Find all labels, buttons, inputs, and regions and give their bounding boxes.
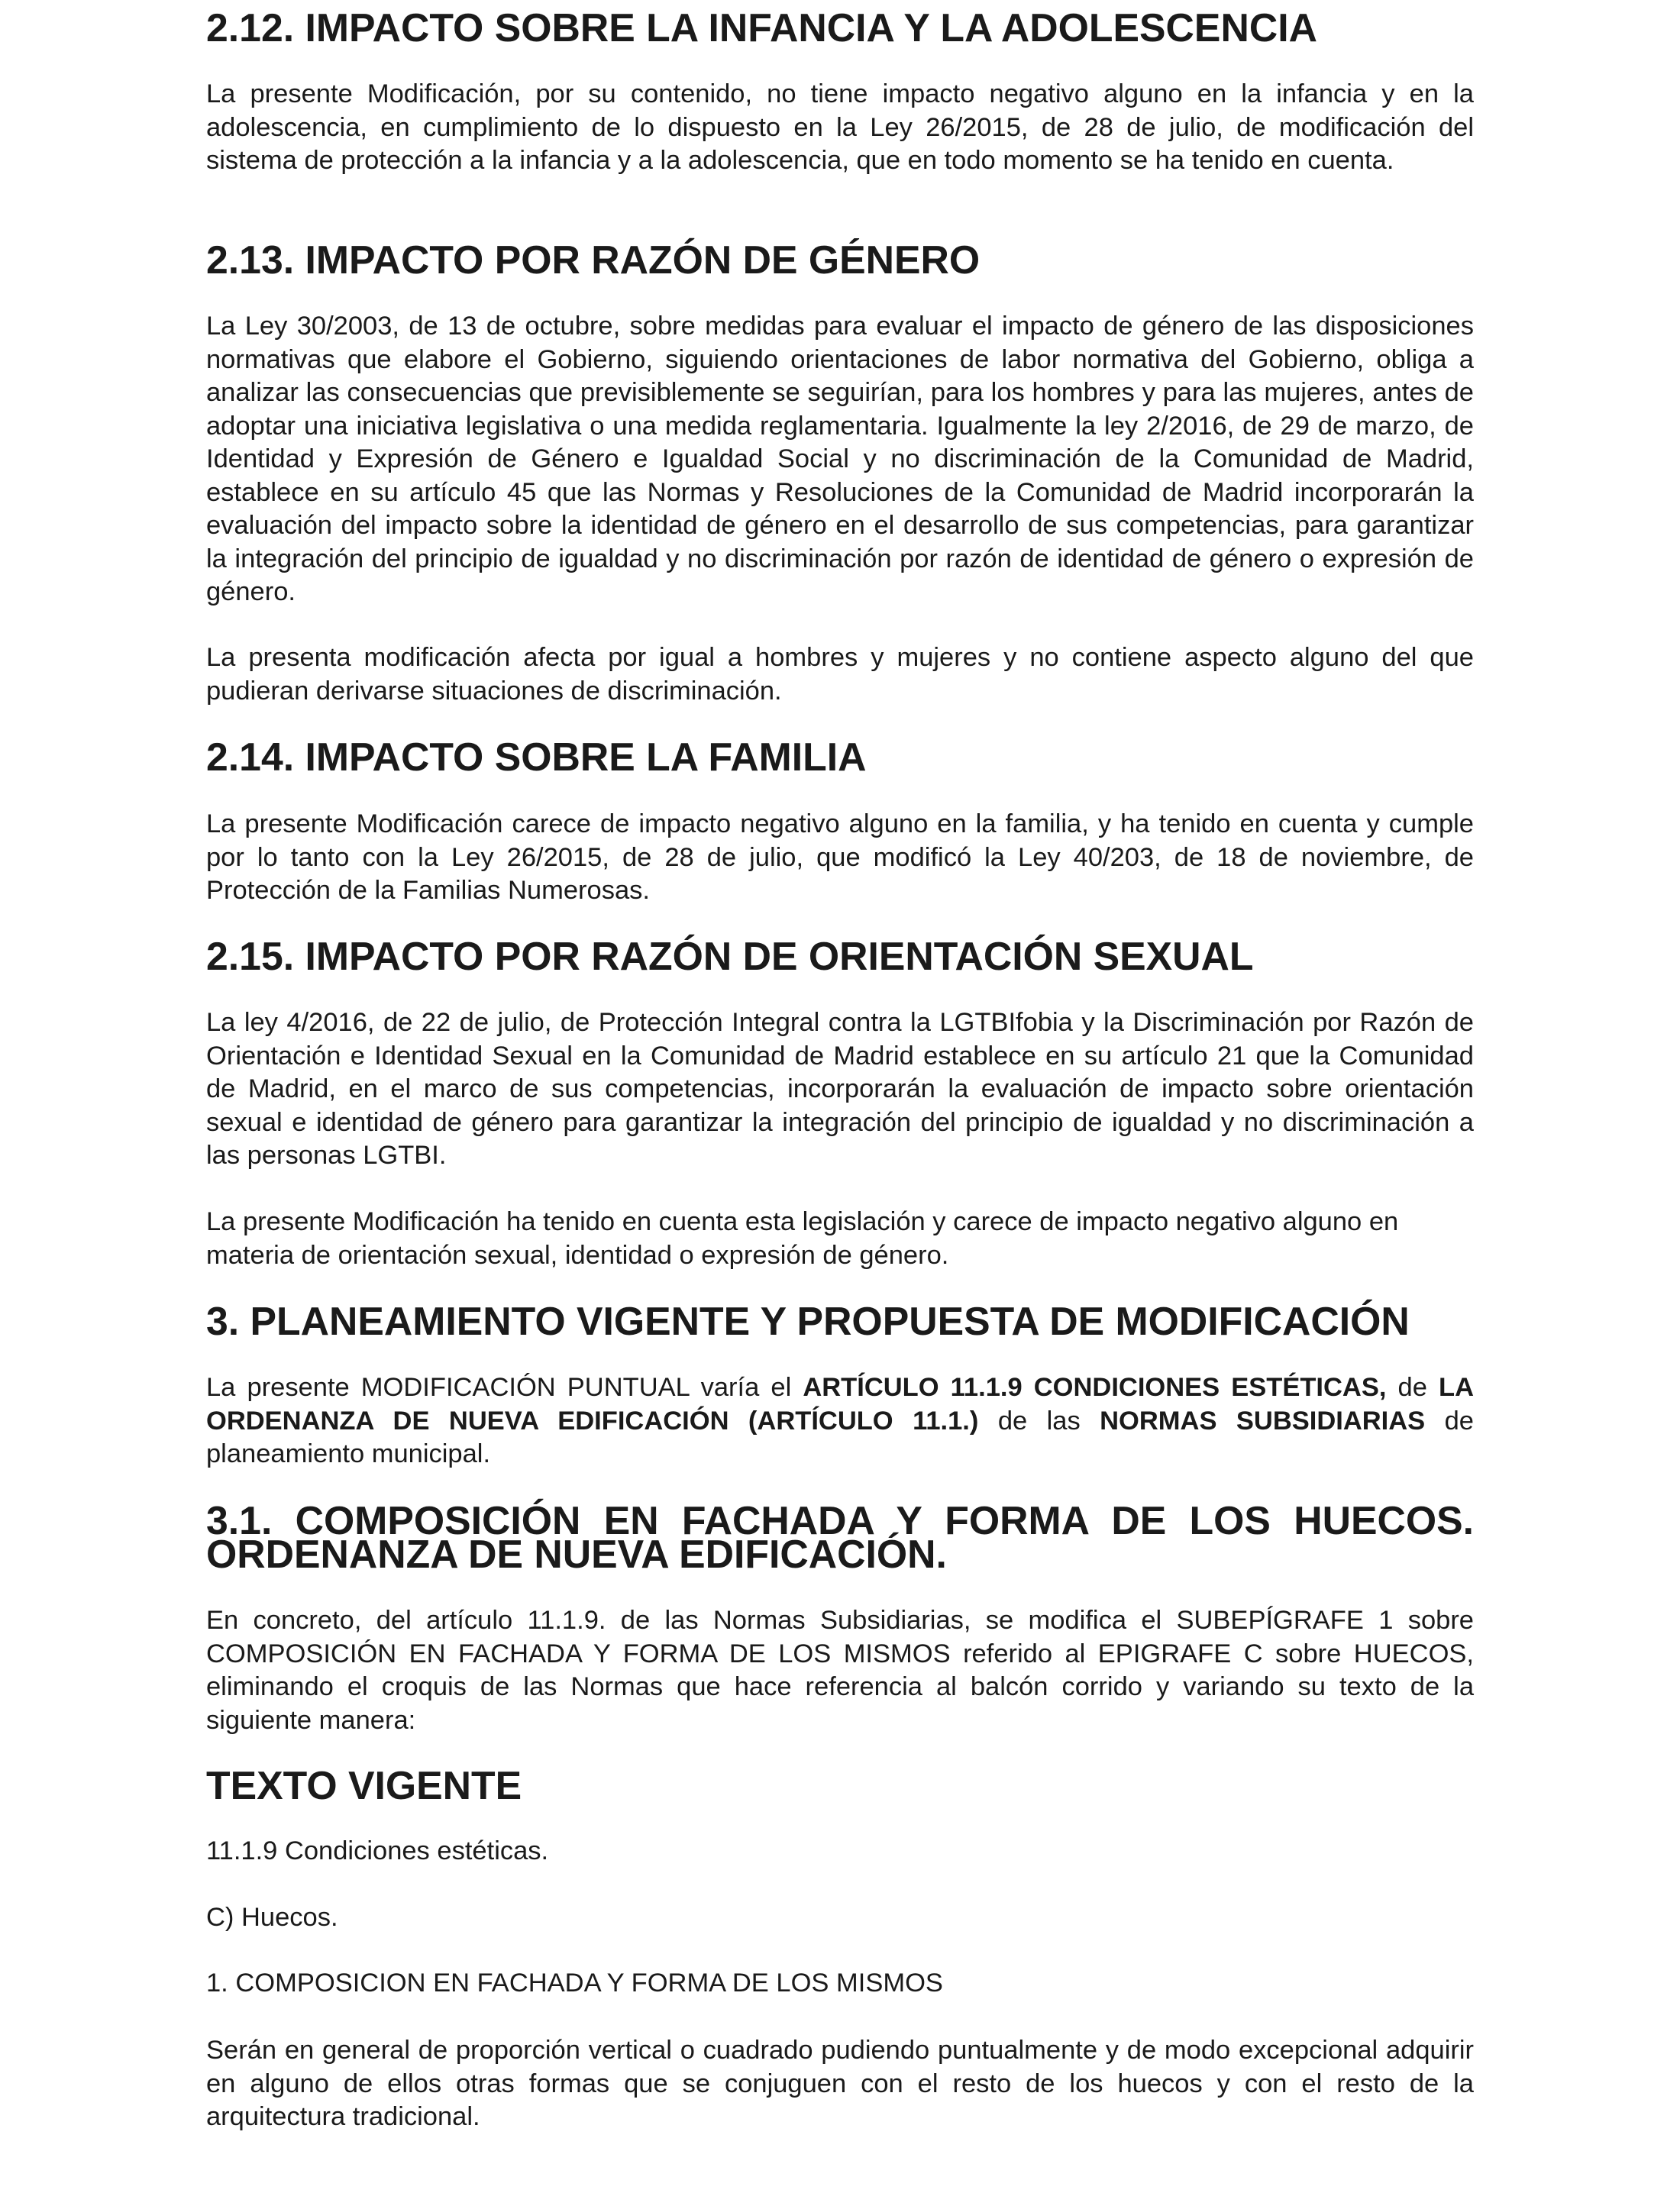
section-3-text-2: de (1386, 1373, 1439, 1402)
section-2-13-paragraph-1: La Ley 30/2003, de 13 de octubre, sobre medidas para evaluar el impacto de género de las disposiciones normativas que elabore el Gobierno, siguiendo orientaciones de labor normativa del Gobierno, obliga a analizar las consecuencias que previsiblemente se seguirían, para los hombres y para las mujeres, antes de adoptar una iniciativa legislativa o una medida reglamentaria. Igualmente la ley 2/2016, de 29 de marzo, de Identidad y Expresión de Género e Igualdad Social y no discriminación de la Comunidad de Madrid, establece en su artículo 45 que las Normas y Resoluciones de la Comunidad de Madrid incorporarán la evaluación del impacto sobre la identidad de género en el desarrollo de sus competencias, para garantizar la integración del principio de igualdad y no discriminación por razón de identidad de género o expresión de género. (206, 312, 1474, 606)
section-3-text-3: de las (978, 1406, 1100, 1436)
section-3-bold-article: ARTÍCULO 11.1.9 CONDICIONES ESTÉTICAS, (803, 1373, 1387, 1402)
section-3-text-4: de planeamiento municipal. (206, 1406, 1474, 1468)
section-3-paragraph (206, 1371, 1474, 1471)
section-3-1-heading: 3.1. COMPOSICIÓN EN FACHADA Y FORMA DE LOS HUECOS. ORDENANZA DE NUEVA EDIFICACIÓN. (206, 1498, 1474, 1576)
section-2-14-paragraph: La presente Modificación carece de impacto negativo alguno en la familia, y ha tenido en cuenta y cumple por lo tanto con la Ley 26/2015, de 28 de julio, que modificó la Ley 40/203, de 18 de noviembre, de Protección de la Familias Numerosas. (206, 809, 1474, 905)
section-2-15-paragraph-2: La presente Modificación ha tenido en cuenta esta legislación y carece de impacto negativo alguno en materia de orientación sexual, identidad o expresión de género. (206, 1207, 1399, 1270)
section-3-text-1: La presente MODIFICACIÓN PUNTUAL varía el (206, 1373, 803, 1402)
huecos-line: C) Huecos. (206, 1903, 338, 1932)
texto-vigente-heading: TEXTO VIGENTE (206, 1763, 522, 1807)
section-2-15-heading: 2.15. IMPACTO POR RAZÓN DE ORIENTACIÓN SEXUAL (206, 934, 1254, 978)
section-2-15-paragraph-1: La ley 4/2016, de 22 de julio, de Protección Integral contra la LGTBIfobia y la Discriminación por Razón de Orientación e Identidad Sexual en la Comunidad de Madrid establece en su artículo 21 que la Comunidad de Madrid, en el marco de sus competencias, incorporarán la evaluación de impacto sobre orientación sexual e identidad de género para garantizar la integración del principio de igualdad y no discriminación a las personas LGTBI. (206, 1008, 1474, 1170)
section-3-bold-normas: NORMAS SUBSIDIARIAS (1100, 1406, 1426, 1436)
section-2-12-paragraph: La presente Modificación, por su contenido, no tiene impacto negativo alguno en la infancia y en la adolescencia, en cumplimiento de lo dispuesto en la Ley 26/2015, de 28 de julio, de modificación del sistema de protección a la infancia y a la adolescencia, que en todo momento se ha tenido en cuenta. (206, 79, 1474, 175)
composicion-line: 1. COMPOSICION EN FACHADA Y FORMA DE LOS MISMOS (206, 1969, 943, 1998)
section-2-13-paragraph-2: La presenta modificación afecta por igual a hombres y mujeres y no contiene aspecto alguno del que pudieran derivarse situaciones de discriminación. (206, 643, 1474, 706)
condiciones-esteticas-line: 11.1.9 Condiciones estéticas. (206, 1836, 549, 1865)
section-2-14-heading: 2.14. IMPACTO SOBRE LA FAMILIA (206, 735, 867, 779)
section-2-12-heading: 2.12. IMPACTO SOBRE LA INFANCIA Y LA ADOLESCENCIA (206, 5, 1317, 50)
texto-vigente-paragraph: Serán en general de proporción vertical o cuadrado pudiendo puntualmente y de modo excepcional adquirir en alguno de ellos otras formas que se conjuguen con el resto de los huecos y con el resto de la arquitectura tradicional. (206, 2036, 1474, 2131)
section-2-13-heading: 2.13. IMPACTO POR RAZÓN DE GÉNERO (206, 237, 981, 282)
section-3-1-paragraph: En concreto, del artículo 11.1.9. de las Normas Subsidiarias, se modifica el SUBEPÍGRAFE 1 sobre COMPOSICIÓN EN FACHADA Y FORMA DE LOS MISMOS referido al EPIGRAFE C sobre HUECOS, eliminando el croquis de las Normas que hace referencia al balcón corrido y variando su texto de la siguiente manera: (206, 1606, 1474, 1735)
section-3-bold-ordenanza: LA ORDENANZA DE NUEVA EDIFICACIÓN (ARTÍCULO 11.1.) (206, 1373, 1474, 1436)
section-3-heading: 3. PLANEAMIENTO VIGENTE Y PROPUESTA DE MODIFICACIÓN (206, 1299, 1410, 1343)
